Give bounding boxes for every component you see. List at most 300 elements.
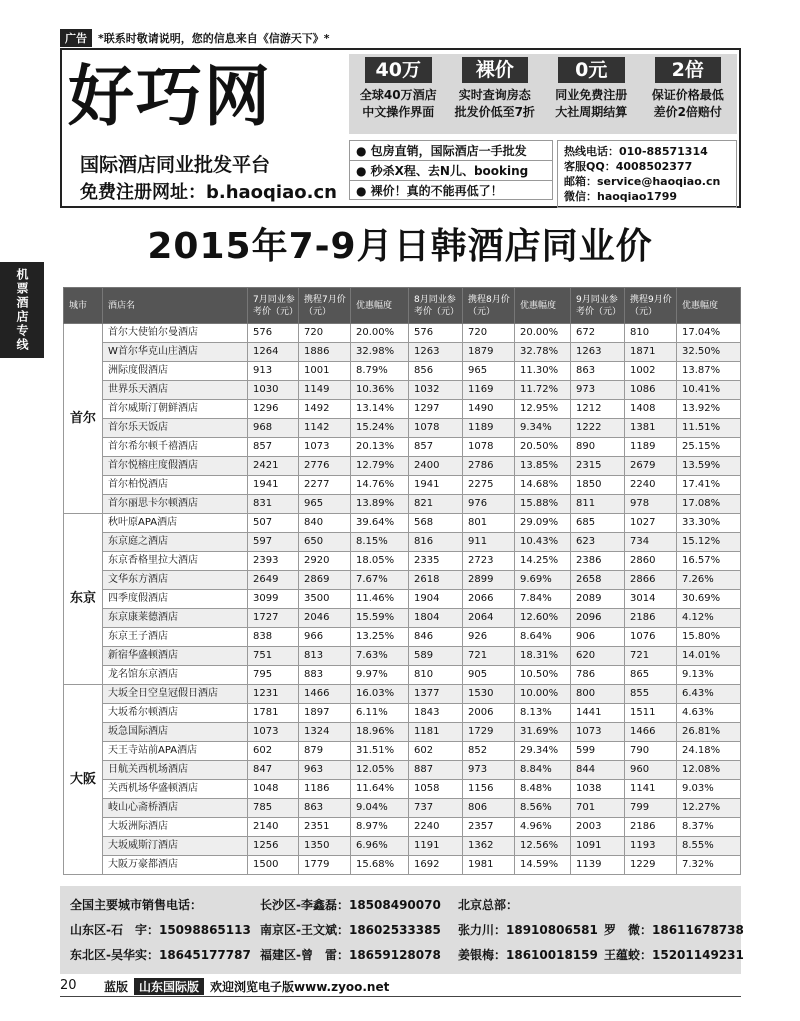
price-cell: 9.13% — [677, 666, 741, 685]
table-row — [64, 609, 741, 628]
price-cell: 1381 — [625, 419, 677, 438]
price-cell: 911 — [463, 533, 515, 552]
price-cell: 1263 — [409, 343, 463, 362]
feature-item — [643, 57, 734, 131]
price-cell: 1843 — [409, 704, 463, 723]
price-cell: 1263 — [571, 343, 625, 362]
price-cell: 18.96% — [351, 723, 409, 742]
bullet-list — [349, 140, 553, 200]
hotel-name-cell: 文华东方酒店 — [103, 571, 248, 590]
price-cell: 589 — [409, 647, 463, 666]
price-cell: 9.34% — [515, 419, 571, 438]
price-cell: 1038 — [571, 780, 625, 799]
price-cell: 800 — [571, 685, 625, 704]
hotel-name-cell: 大阪万豪都酒店 — [103, 856, 248, 875]
table-row — [64, 761, 741, 780]
price-cell: 963 — [299, 761, 351, 780]
hotel-name-cell: 龙名馆东京酒店 — [103, 666, 248, 685]
price-cell: 599 — [571, 742, 625, 761]
price-cell: 6.43% — [677, 685, 741, 704]
price-cell: 20.50% — [515, 438, 571, 457]
price-cell: 568 — [409, 514, 463, 533]
price-cell: 879 — [299, 742, 351, 761]
feature-line: 大社周期结算 — [555, 105, 628, 119]
price-cell: 1078 — [463, 438, 515, 457]
brand-url: 免费注册网址：b.haoqiao.cn — [80, 182, 337, 203]
price-cell: 6.11% — [351, 704, 409, 723]
price-cell: 672 — [571, 324, 625, 343]
price-cell: 2899 — [463, 571, 515, 590]
hotel-name-cell: 首尔大使铂尔曼酒店 — [103, 324, 248, 343]
price-cell: 1727 — [248, 609, 299, 628]
price-cell: 1186 — [299, 780, 351, 799]
feature-item — [546, 57, 637, 131]
table-row — [64, 533, 741, 552]
brand-subtitle: 国际酒店同业批发平台 — [80, 154, 271, 176]
price-cell: 12.05% — [351, 761, 409, 780]
table-header-cell: 携程9月价（元） — [625, 288, 677, 324]
hotel-name-cell: 四季度假酒店 — [103, 590, 248, 609]
price-cell: 7.63% — [351, 647, 409, 666]
price-cell: 12.79% — [351, 457, 409, 476]
price-cell: 1264 — [248, 343, 299, 362]
hotel-name-cell: 首尔丽思卡尔顿酒店 — [103, 495, 248, 514]
table-row — [64, 362, 741, 381]
price-cell: 2386 — [571, 552, 625, 571]
price-cell: 13.25% — [351, 628, 409, 647]
hotel-name-cell: 日航关西机场酒店 — [103, 761, 248, 780]
table-row — [64, 419, 741, 438]
price-cell: 20.00% — [351, 324, 409, 343]
table-row — [64, 590, 741, 609]
price-cell: 1804 — [409, 609, 463, 628]
ad-tag: 广告 — [60, 29, 92, 47]
price-cell: 2006 — [463, 704, 515, 723]
price-cell: 7.32% — [677, 856, 741, 875]
contact-qq: 客服QQ：4008502377 — [564, 160, 693, 173]
price-cell: 795 — [248, 666, 299, 685]
price-cell: 1377 — [409, 685, 463, 704]
price-cell: 32.78% — [515, 343, 571, 362]
price-cell: 1256 — [248, 837, 299, 856]
price-cell: 31.51% — [351, 742, 409, 761]
price-cell: 1229 — [625, 856, 677, 875]
sales-contact: 王蕴蛟：15201149231 — [604, 948, 744, 962]
table-header-cell: 7月同业参考价（元） — [248, 288, 299, 324]
price-cell: 2860 — [625, 552, 677, 571]
price-cell: 1231 — [248, 685, 299, 704]
price-cell: 1058 — [409, 780, 463, 799]
price-cell: 8.84% — [515, 761, 571, 780]
price-cell: 507 — [248, 514, 299, 533]
price-cell: 1350 — [299, 837, 351, 856]
table-body — [64, 324, 741, 875]
price-cell: 8.48% — [515, 780, 571, 799]
price-cell: 2869 — [299, 571, 351, 590]
price-cell: 806 — [463, 799, 515, 818]
table-row — [64, 685, 741, 704]
logo-block — [66, 54, 344, 204]
price-cell: 15.80% — [677, 628, 741, 647]
hotel-name-cell: 东京香格里拉大酒店 — [103, 552, 248, 571]
price-cell: 7.26% — [677, 571, 741, 590]
price-cell: 1781 — [248, 704, 299, 723]
price-cell: 11.72% — [515, 381, 571, 400]
feature-badge: 40万 — [365, 57, 432, 83]
price-cell: 751 — [248, 647, 299, 666]
price-cell: 1941 — [409, 476, 463, 495]
price-cell: 905 — [463, 666, 515, 685]
price-cell: 844 — [571, 761, 625, 780]
price-cell: 2186 — [625, 818, 677, 837]
price-cell: 721 — [463, 647, 515, 666]
hotel-name-cell: 大坂洲际酒店 — [103, 818, 248, 837]
table-row — [64, 457, 741, 476]
price-cell: 906 — [571, 628, 625, 647]
price-cell: 10.41% — [677, 381, 741, 400]
table-header-cell: 9月同业参考价（元） — [571, 288, 625, 324]
price-cell: 15.88% — [515, 495, 571, 514]
table-row — [64, 495, 741, 514]
price-cell: 2393 — [248, 552, 299, 571]
hotel-name-cell: 世界乐天酒店 — [103, 381, 248, 400]
price-cell: 12.08% — [677, 761, 741, 780]
price-cell: 31.69% — [515, 723, 571, 742]
price-cell: 973 — [463, 761, 515, 780]
sales-contact: 南京区-王文斌：18602533385 — [260, 923, 441, 937]
price-cell: 1530 — [463, 685, 515, 704]
price-cell: 960 — [625, 761, 677, 780]
price-cell: 602 — [409, 742, 463, 761]
hotel-name-cell: 秋叶原APA酒店 — [103, 514, 248, 533]
price-cell: 3014 — [625, 590, 677, 609]
hotel-name-cell: 东京王子酒店 — [103, 628, 248, 647]
price-cell: 15.68% — [351, 856, 409, 875]
price-cell: 9.03% — [677, 780, 741, 799]
price-cell: 863 — [571, 362, 625, 381]
table-row — [64, 400, 741, 419]
price-cell: 1441 — [571, 704, 625, 723]
price-cell: 1091 — [571, 837, 625, 856]
price-cell: 8.79% — [351, 362, 409, 381]
price-cell: 16.03% — [351, 685, 409, 704]
price-cell: 855 — [625, 685, 677, 704]
table-row — [64, 780, 741, 799]
price-cell: 1076 — [625, 628, 677, 647]
price-cell: 33.30% — [677, 514, 741, 533]
price-cell: 786 — [571, 666, 625, 685]
contact-wechat: 微信：haoqiao1799 — [564, 190, 678, 203]
price-cell: 2400 — [409, 457, 463, 476]
price-cell: 1001 — [299, 362, 351, 381]
feature-line: 同业免费注册 — [555, 88, 628, 102]
price-cell: 8.97% — [351, 818, 409, 837]
price-cell: 913 — [248, 362, 299, 381]
price-cell: 9.69% — [515, 571, 571, 590]
price-cell: 576 — [248, 324, 299, 343]
table-row — [64, 438, 741, 457]
price-cell: 966 — [299, 628, 351, 647]
table-header-cell: 8月同业参考价（元） — [409, 288, 463, 324]
feature-line: 中文操作界面 — [362, 105, 435, 119]
price-cell: 2096 — [571, 609, 625, 628]
hotel-name-cell: 关西机场华盛顿酒店 — [103, 780, 248, 799]
price-cell: 1181 — [409, 723, 463, 742]
price-cell: 857 — [409, 438, 463, 457]
price-cell: 816 — [409, 533, 463, 552]
sales-contact: 张力川：18910806581 — [458, 923, 598, 937]
price-cell: 1490 — [463, 400, 515, 419]
price-cell: 12.56% — [515, 837, 571, 856]
sales-contact: 东北区-吴华实：18645177787 — [70, 948, 251, 962]
price-cell: 32.50% — [677, 343, 741, 362]
price-cell: 2089 — [571, 590, 625, 609]
price-cell: 790 — [625, 742, 677, 761]
price-cell: 720 — [299, 324, 351, 343]
price-cell: 685 — [571, 514, 625, 533]
table-row — [64, 799, 741, 818]
feature-badge: 2倍 — [655, 57, 722, 83]
price-cell: 1086 — [625, 381, 677, 400]
table-header-cell: 携程7月价（元） — [299, 288, 351, 324]
price-cell: 846 — [409, 628, 463, 647]
feature-row — [349, 54, 737, 134]
price-cell: 8.64% — [515, 628, 571, 647]
price-cell: 838 — [248, 628, 299, 647]
table-header-cell: 优惠幅度 — [677, 288, 741, 324]
price-cell: 2003 — [571, 818, 625, 837]
hotel-name-cell: 岐山心斋桥酒店 — [103, 799, 248, 818]
price-cell: 2658 — [571, 571, 625, 590]
price-cell: 965 — [299, 495, 351, 514]
price-cell: 18.05% — [351, 552, 409, 571]
price-cell: 857 — [248, 438, 299, 457]
price-cell: 810 — [409, 666, 463, 685]
sales-contact: 山东区-石 宇：15098865113 — [70, 923, 251, 937]
feature-badge: 0元 — [558, 57, 625, 83]
price-cell: 720 — [463, 324, 515, 343]
price-cell: 16.57% — [677, 552, 741, 571]
sales-contact: 罗 微：18611678738 — [604, 923, 744, 937]
price-cell: 39.64% — [351, 514, 409, 533]
contact-box — [557, 140, 737, 208]
price-cell: 821 — [409, 495, 463, 514]
price-cell: 1904 — [409, 590, 463, 609]
table-header-cell: 优惠幅度 — [351, 288, 409, 324]
hotel-name-cell: W首尔华克山庄酒店 — [103, 343, 248, 362]
table-row — [64, 647, 741, 666]
brand-logo: 好巧网 — [68, 58, 272, 135]
price-cell: 737 — [409, 799, 463, 818]
feature-badge: 裸价 — [462, 57, 529, 83]
price-cell: 2618 — [409, 571, 463, 590]
price-cell: 1212 — [571, 400, 625, 419]
price-cell: 8.37% — [677, 818, 741, 837]
price-cell: 1073 — [299, 438, 351, 457]
price-cell: 1002 — [625, 362, 677, 381]
feature-line: 实时查询房态 — [458, 88, 531, 102]
table-row — [64, 742, 741, 761]
price-cell: 12.27% — [677, 799, 741, 818]
price-cell: 1048 — [248, 780, 299, 799]
edition-label: 蓝版 — [104, 979, 129, 994]
price-cell: 14.59% — [515, 856, 571, 875]
price-cell: 926 — [463, 628, 515, 647]
table-row — [64, 818, 741, 837]
advertisement-banner — [60, 48, 741, 208]
price-cell: 1189 — [463, 419, 515, 438]
price-cell: 24.18% — [677, 742, 741, 761]
price-cell: 1692 — [409, 856, 463, 875]
price-cell: 1222 — [571, 419, 625, 438]
price-cell: 1189 — [625, 438, 677, 457]
feature-line: 批发价低至7折 — [454, 105, 535, 119]
price-cell: 26.81% — [677, 723, 741, 742]
price-cell: 1466 — [299, 685, 351, 704]
price-cell: 813 — [299, 647, 351, 666]
price-cell: 30.69% — [677, 590, 741, 609]
table-row — [64, 514, 741, 533]
price-cell: 831 — [248, 495, 299, 514]
price-cell: 2046 — [299, 609, 351, 628]
price-cell: 1141 — [625, 780, 677, 799]
price-cell: 810 — [625, 324, 677, 343]
price-cell: 20.13% — [351, 438, 409, 457]
table-row — [64, 552, 741, 571]
price-cell: 865 — [625, 666, 677, 685]
hotel-name-cell: 首尔悦榕庄度假酒店 — [103, 457, 248, 476]
table-row — [64, 476, 741, 495]
price-cell: 4.96% — [515, 818, 571, 837]
price-cell: 1032 — [409, 381, 463, 400]
hotel-name-cell: 东京康莱德酒店 — [103, 609, 248, 628]
price-cell: 1492 — [299, 400, 351, 419]
price-cell: 8.15% — [351, 533, 409, 552]
hotel-name-cell: 首尔乐天饭店 — [103, 419, 248, 438]
price-cell: 4.12% — [677, 609, 741, 628]
bullet-item: ● 包房直销，国际酒店一手批发 — [349, 140, 553, 160]
price-cell: 2066 — [463, 590, 515, 609]
price-cell: 2240 — [625, 476, 677, 495]
sales-heading: 全国主要城市销售电话： — [70, 898, 203, 912]
price-cell: 11.51% — [677, 419, 741, 438]
price-cell: 13.89% — [351, 495, 409, 514]
price-cell: 15.24% — [351, 419, 409, 438]
price-cell: 11.64% — [351, 780, 409, 799]
price-cell: 701 — [571, 799, 625, 818]
footer-note: 欢迎浏览电子版www.zyoo.net — [210, 979, 390, 994]
price-cell: 890 — [571, 438, 625, 457]
hotel-name-cell: 首尔柏悦酒店 — [103, 476, 248, 495]
price-cell: 811 — [571, 495, 625, 514]
price-cell: 3099 — [248, 590, 299, 609]
price-cell: 840 — [299, 514, 351, 533]
page-title: 2015年7-9月日韩酒店同业价 — [147, 226, 653, 267]
price-cell: 976 — [463, 495, 515, 514]
price-cell: 1879 — [463, 343, 515, 362]
contact-hotline: 热线电话：010-88571314 — [564, 145, 708, 158]
price-cell: 2335 — [409, 552, 463, 571]
hotel-name-cell: 洲际度假酒店 — [103, 362, 248, 381]
price-cell: 973 — [571, 381, 625, 400]
price-cell: 2649 — [248, 571, 299, 590]
price-cell: 17.04% — [677, 324, 741, 343]
price-cell: 3500 — [299, 590, 351, 609]
price-cell: 785 — [248, 799, 299, 818]
price-cell: 2240 — [409, 818, 463, 837]
price-cell: 1030 — [248, 381, 299, 400]
price-cell: 9.97% — [351, 666, 409, 685]
ad-note: *联系时敬请说明，您的信息来自《信游天下》* — [98, 32, 330, 45]
sales-hq-label: 北京总部： — [458, 898, 519, 912]
price-cell: 14.76% — [351, 476, 409, 495]
price-cell: 965 — [463, 362, 515, 381]
price-cell: 29.09% — [515, 514, 571, 533]
price-cell: 2186 — [625, 609, 677, 628]
price-cell: 14.01% — [677, 647, 741, 666]
price-cell: 7.67% — [351, 571, 409, 590]
price-cell: 10.43% — [515, 533, 571, 552]
price-cell: 15.59% — [351, 609, 409, 628]
price-cell: 11.46% — [351, 590, 409, 609]
price-cell: 1941 — [248, 476, 299, 495]
price-cell: 1886 — [299, 343, 351, 362]
city-cell: 首尔 — [64, 324, 103, 514]
hotel-price-table — [63, 287, 741, 875]
feature-line: 保证价格最低 — [651, 88, 724, 102]
price-cell: 1466 — [625, 723, 677, 742]
price-cell: 968 — [248, 419, 299, 438]
hotel-name-cell: 大坂希尔顿酒店 — [103, 704, 248, 723]
price-cell: 1149 — [299, 381, 351, 400]
price-cell: 1169 — [463, 381, 515, 400]
price-cell: 25.15% — [677, 438, 741, 457]
price-cell: 6.96% — [351, 837, 409, 856]
hotel-name-cell: 首尔希尔顿千禧酒店 — [103, 438, 248, 457]
city-cell: 大阪 — [64, 685, 103, 875]
price-cell: 978 — [625, 495, 677, 514]
hotel-name-cell: 大坂威斯汀酒店 — [103, 837, 248, 856]
table-row — [64, 837, 741, 856]
city-cell: 东京 — [64, 514, 103, 685]
price-cell: 2277 — [299, 476, 351, 495]
price-cell: 9.04% — [351, 799, 409, 818]
price-cell: 1073 — [571, 723, 625, 742]
price-cell: 32.98% — [351, 343, 409, 362]
table-header-cell: 城市 — [64, 288, 103, 324]
price-cell: 8.55% — [677, 837, 741, 856]
price-cell: 1191 — [409, 837, 463, 856]
table-row — [64, 704, 741, 723]
contact-email: 邮箱：service@haoqiao.cn — [564, 175, 721, 188]
price-cell: 721 — [625, 647, 677, 666]
price-cell: 856 — [409, 362, 463, 381]
price-cell: 620 — [571, 647, 625, 666]
price-cell: 2421 — [248, 457, 299, 476]
price-cell: 1142 — [299, 419, 351, 438]
price-cell: 650 — [299, 533, 351, 552]
price-cell: 1297 — [409, 400, 463, 419]
price-cell: 13.59% — [677, 457, 741, 476]
price-cell: 11.30% — [515, 362, 571, 381]
price-cell: 1139 — [571, 856, 625, 875]
price-cell: 4.63% — [677, 704, 741, 723]
price-cell: 734 — [625, 533, 677, 552]
price-cell: 801 — [463, 514, 515, 533]
price-cell: 1027 — [625, 514, 677, 533]
price-cell: 799 — [625, 799, 677, 818]
price-cell: 2866 — [625, 571, 677, 590]
